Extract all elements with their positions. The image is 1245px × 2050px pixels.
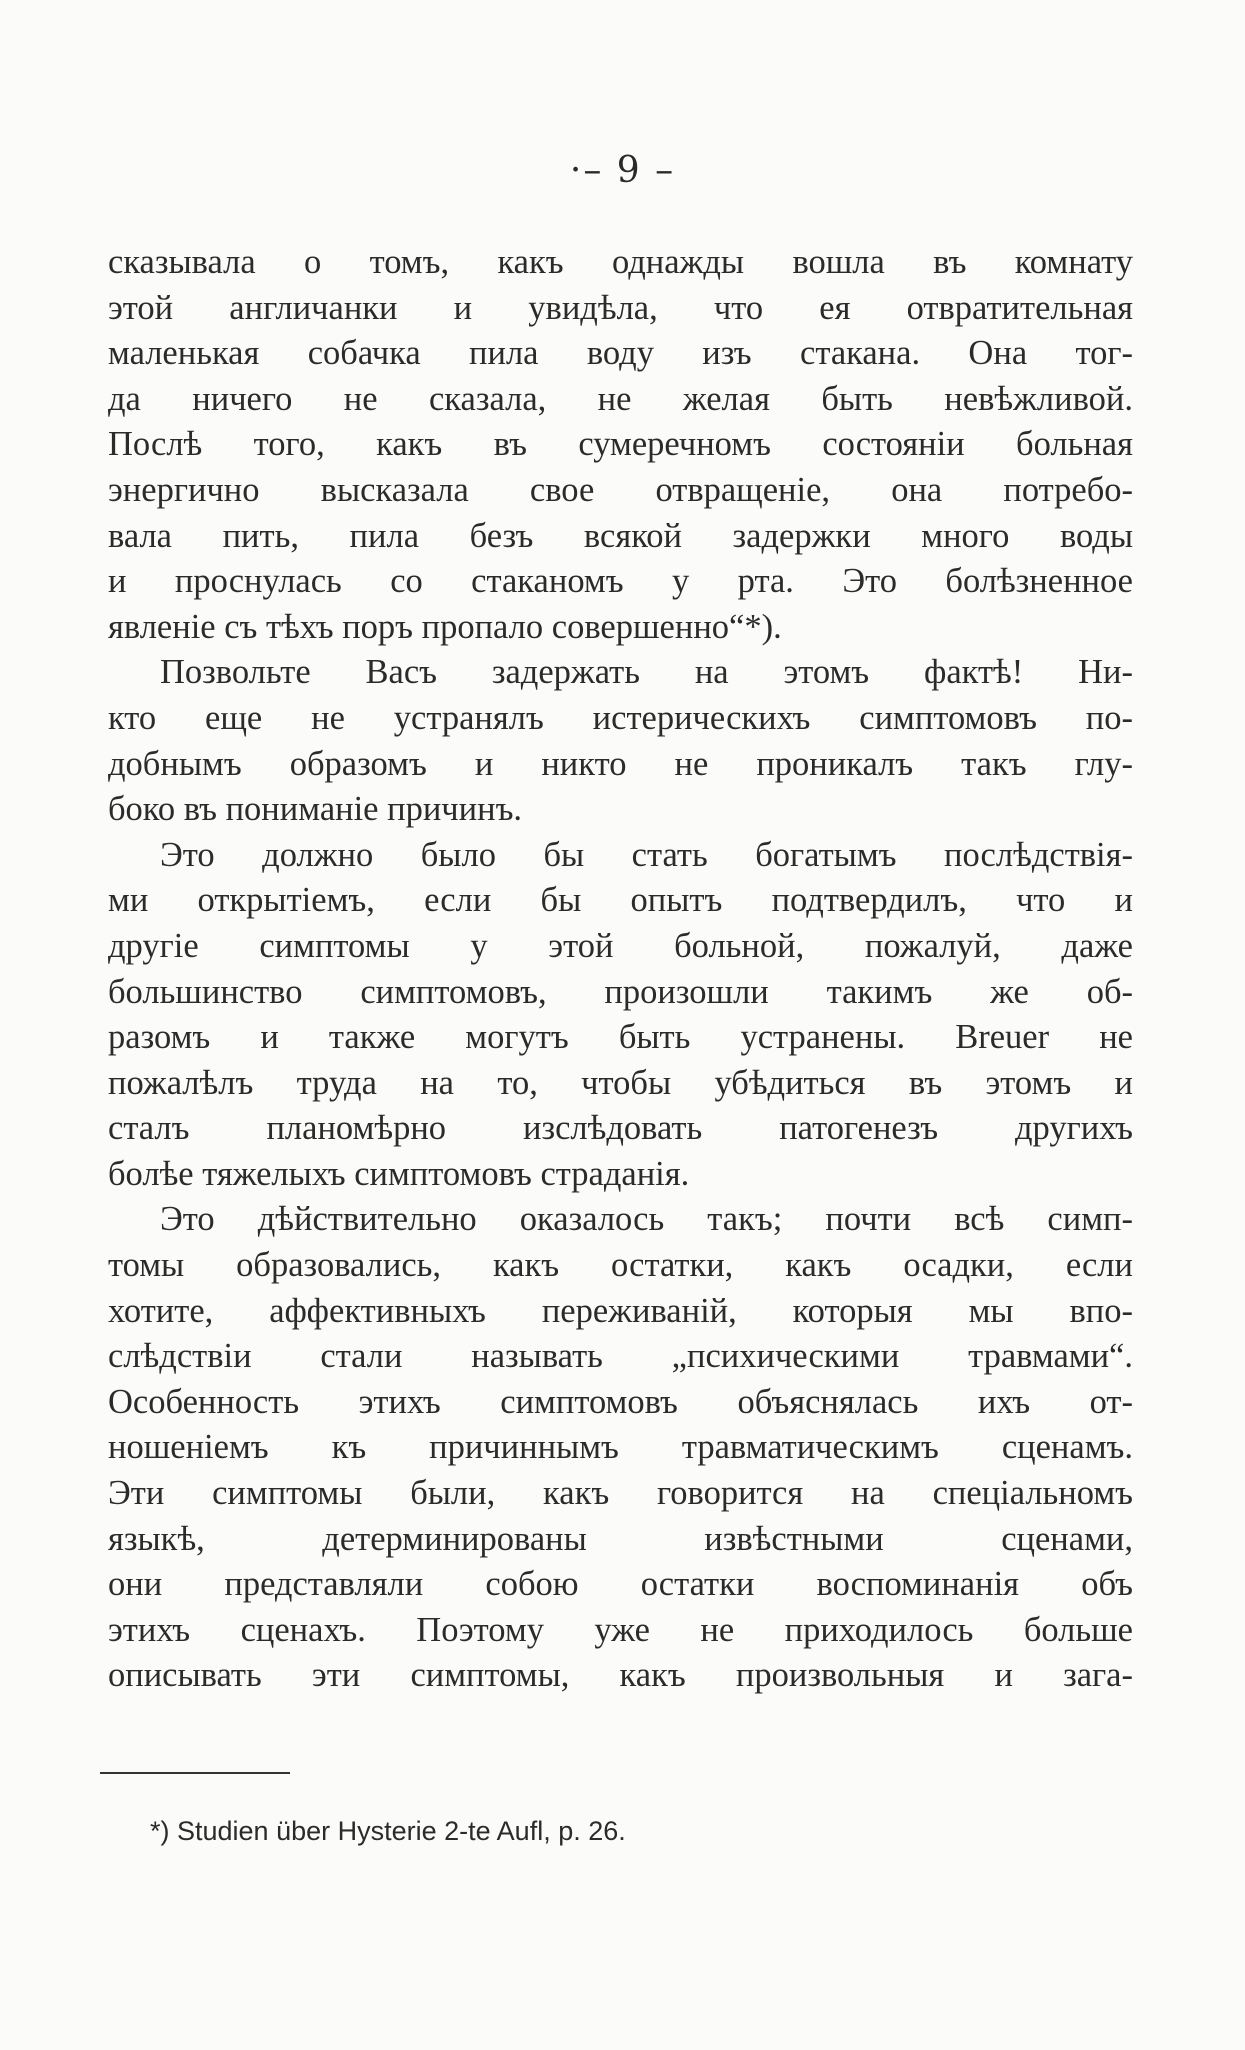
text-line: Эти симптомы были, какъ говорится на спеціальномъ (108, 1474, 1133, 1513)
body-text (108, 240, 1133, 1699)
text-line: ношеніемъ къ причиннымъ травматическимъ сценамъ. (108, 1428, 1133, 1467)
text-line: Особенность этихъ симптомовъ объяснялась ихъ от- (108, 1382, 1133, 1421)
page-number: ·– 9 – (569, 150, 676, 191)
text-line: кто еще не устранялъ истерическихъ симптомовъ по- (108, 698, 1133, 737)
text-line: хотите, аффективныхъ переживаній, которыя мы впо- (108, 1291, 1133, 1330)
paragraph-first-line: Это дѣйствительно оказалось такъ; почти всѣ симп- (160, 1200, 1133, 1239)
text-line: разомъ и также могутъ быть устранены. Breuer не (108, 1018, 1133, 1057)
text-line: энергично высказала свое отвращеніе, она потребо- (108, 470, 1133, 509)
text-line: явленіе съ тѣхъ поръ пропало совершенно“*). (108, 607, 782, 646)
text-line: слѣдствіи стали называть „психическими травмами“. (108, 1337, 1133, 1376)
text-line: болѣе тяжелыхъ симптомовъ страданія. (108, 1154, 690, 1193)
text-line: пожалѣлъ труда на то, чтобы убѣдиться въ этомъ и (108, 1063, 1133, 1102)
text-line: другіе симптомы у этой больной, пожалуй, даже (108, 926, 1133, 965)
text-line: описывать эти симптомы, какъ произвольныя и зага- (108, 1656, 1133, 1695)
text-line: ми открытіемъ, если бы опытъ подтвердилъ, что и (108, 881, 1133, 920)
text-line: сталъ планомѣрно изслѣдовать патогенезъ другихъ (108, 1109, 1133, 1148)
text-line: сказывала о томъ, какъ однажды вошла въ комнату (108, 243, 1133, 281)
paragraph-first-line: Позвольте Васъ задержать на этомъ фактѣ! Ни- (160, 653, 1133, 692)
text-line: боко въ пониманіе причинъ. (108, 790, 523, 829)
text-line: и проснулась со стаканомъ у рта. Это болѣзненное (108, 562, 1133, 601)
text-line: маленькая собачка пила воду изъ стакана. Она тог- (108, 334, 1133, 373)
paragraph-first-line: Это должно было бы стать богатымъ послѣдствія- (160, 835, 1133, 874)
text-line: томы образовались, какъ остатки, какъ осадки, если (108, 1246, 1133, 1285)
text-line: языкѣ, детерминированы извѣстными сценами, (108, 1519, 1133, 1558)
text-line: этихъ сценахъ. Поэтому уже не приходилось больше (108, 1610, 1133, 1649)
text-line: этой англичанки и увидѣла, что ея отвратительная (108, 288, 1133, 327)
text-line: Послѣ того, какъ въ сумеречномъ состояніи больная (108, 425, 1133, 464)
text-line: вала пить, пила безъ всякой задержки много воды (108, 516, 1133, 555)
text-line: да ничего не сказала, не желая быть невѣжливой. (108, 379, 1133, 418)
text-line: они представляли собою остатки воспоминанія объ (108, 1565, 1133, 1604)
footnote: *) Studien über Hysterie 2-te Aufl, p. 26. (150, 1816, 626, 1846)
footnote-divider (100, 1772, 290, 1774)
text-line: большинство симптомовъ, произошли такимъ же об- (108, 972, 1133, 1011)
text-line: добнымъ образомъ и никто не проникалъ такъ глу- (108, 744, 1133, 783)
